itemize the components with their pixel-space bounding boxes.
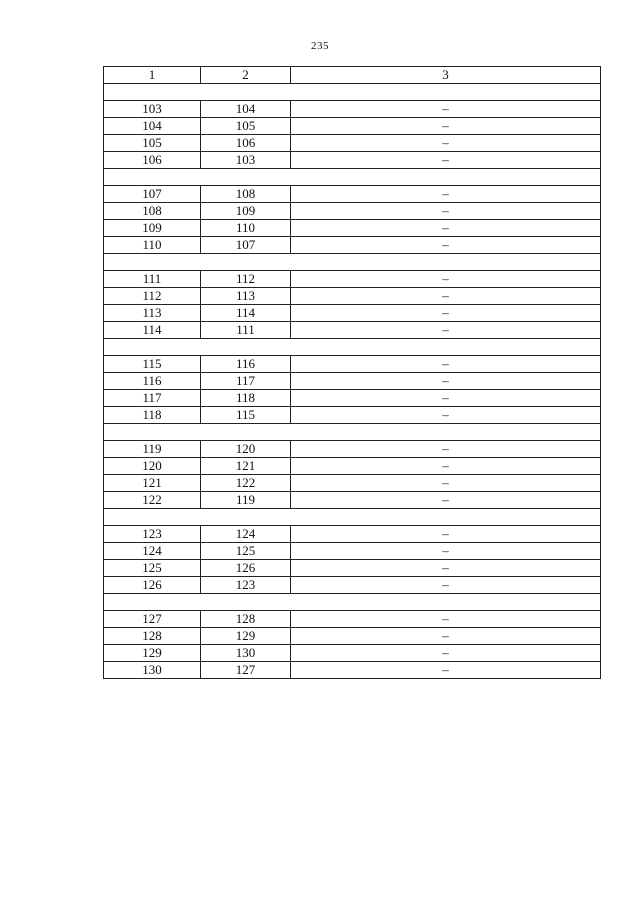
group-separator-row [104,84,601,101]
group-separator-cell [104,254,601,271]
table-cell-col-2: 111 [201,322,291,339]
table-cell-col-2: 118 [201,390,291,407]
table-cell-col-3: – [291,390,601,407]
table-cell-col-3: – [291,152,601,169]
table-cell-col-3: – [291,645,601,662]
table-row [104,662,601,679]
table-cell-col-2: 129 [201,628,291,645]
table-cell-col-2: 119 [201,492,291,509]
table-cell-col-2: 113 [201,288,291,305]
table-row [104,237,601,254]
table-row [104,390,601,407]
table-cell-col-3: – [291,288,601,305]
table-cell-col-1: 112 [104,288,201,305]
table-row [104,271,601,288]
header-row [104,67,601,84]
table-cell-col-3: – [291,577,601,594]
group-separator-cell [104,594,601,611]
table-row [104,407,601,424]
table-cell-col-3: – [291,407,601,424]
table-cell-col-1: 116 [104,373,201,390]
table-cell-col-2: 116 [201,356,291,373]
table-cell-col-2: 126 [201,560,291,577]
table-cell-col-3: – [291,475,601,492]
table-row [104,322,601,339]
table-cell-col-2: 130 [201,645,291,662]
table-body [104,84,601,679]
table-row [104,101,601,118]
table-cell-col-1: 105 [104,135,201,152]
table-cell-col-3: – [291,305,601,322]
table-cell-col-3: – [291,220,601,237]
table-cell-col-3: – [291,101,601,118]
table-cell-col-1: 109 [104,220,201,237]
table-row [104,475,601,492]
table-row [104,543,601,560]
group-separator-cell [104,339,601,356]
table-cell-col-1: 129 [104,645,201,662]
group-separator-row [104,594,601,611]
table-row [104,577,601,594]
table-cell-col-1: 119 [104,441,201,458]
table-cell-col-2: 123 [201,577,291,594]
table-cell-col-1: 114 [104,322,201,339]
table-row [104,560,601,577]
column-header-2: 2 [201,67,291,84]
table-row [104,305,601,322]
table-cell-col-2: 109 [201,203,291,220]
table-cell-col-3: – [291,611,601,628]
table-row [104,356,601,373]
table-cell-col-3: – [291,628,601,645]
table-cell-col-2: 106 [201,135,291,152]
table-cell-col-3: – [291,526,601,543]
table-cell-col-1: 106 [104,152,201,169]
table-cell-col-1: 103 [104,101,201,118]
data-table [103,66,601,679]
table-cell-col-1: 124 [104,543,201,560]
table-cell-col-2: 117 [201,373,291,390]
table-row [104,135,601,152]
table-cell-col-2: 115 [201,407,291,424]
table-cell-col-1: 104 [104,118,201,135]
table-cell-col-3: – [291,203,601,220]
table-cell-col-1: 121 [104,475,201,492]
table-row [104,118,601,135]
table-cell-col-1: 111 [104,271,201,288]
table-cell-col-3: – [291,373,601,390]
table-cell-col-3: – [291,441,601,458]
table-cell-col-2: 120 [201,441,291,458]
table-row [104,611,601,628]
table-cell-col-1: 115 [104,356,201,373]
group-separator-cell [104,424,601,441]
group-separator-cell [104,84,601,101]
group-separator-cell [104,169,601,186]
table-cell-col-2: 107 [201,237,291,254]
group-separator-row [104,339,601,356]
table-cell-col-1: 126 [104,577,201,594]
group-separator-row [104,169,601,186]
table-cell-col-3: – [291,543,601,560]
table-row [104,645,601,662]
table-row [104,203,601,220]
table-cell-col-1: 125 [104,560,201,577]
table-cell-col-1: 122 [104,492,201,509]
table-cell-col-1: 108 [104,203,201,220]
table-header [104,67,601,84]
table-row [104,441,601,458]
table-cell-col-3: – [291,186,601,203]
table-cell-col-1: 107 [104,186,201,203]
table-cell-col-3: – [291,237,601,254]
table-cell-col-1: 123 [104,526,201,543]
table-row [104,186,601,203]
page-number: 235 [311,40,329,52]
table-cell-col-1: 127 [104,611,201,628]
group-separator-row [104,254,601,271]
column-header-1: 1 [104,67,201,84]
table-cell-col-2: 127 [201,662,291,679]
table-cell-col-2: 103 [201,152,291,169]
table-cell-col-3: – [291,560,601,577]
table-cell-col-2: 122 [201,475,291,492]
table-cell-col-3: – [291,662,601,679]
table-cell-col-2: 112 [201,271,291,288]
table-row [104,373,601,390]
table-cell-col-3: – [291,458,601,475]
table-cell-col-3: – [291,118,601,135]
table-row [104,526,601,543]
group-separator-cell [104,509,601,526]
table-cell-col-1: 130 [104,662,201,679]
table-cell-col-2: 104 [201,101,291,118]
table-cell-col-2: 125 [201,543,291,560]
table-cell-col-1: 113 [104,305,201,322]
table-cell-col-2: 110 [201,220,291,237]
table-cell-col-2: 128 [201,611,291,628]
table-row [104,288,601,305]
table-cell-col-3: – [291,135,601,152]
table-cell-col-2: 124 [201,526,291,543]
group-separator-row [104,424,601,441]
table-cell-col-3: – [291,271,601,288]
column-header-3: 3 [291,67,601,84]
table-cell-col-2: 108 [201,186,291,203]
table-cell-col-1: 117 [104,390,201,407]
group-separator-row [104,509,601,526]
table-row [104,492,601,509]
table-cell-col-1: 110 [104,237,201,254]
table-row [104,628,601,645]
table-cell-col-3: – [291,356,601,373]
table-cell-col-1: 118 [104,407,201,424]
table-cell-col-2: 121 [201,458,291,475]
table-cell-col-3: – [291,322,601,339]
table-cell-col-1: 128 [104,628,201,645]
table-cell-col-2: 105 [201,118,291,135]
table-cell-col-2: 114 [201,305,291,322]
table-row [104,220,601,237]
table-cell-col-1: 120 [104,458,201,475]
table-cell-col-3: – [291,492,601,509]
table-row [104,458,601,475]
table-row [104,152,601,169]
